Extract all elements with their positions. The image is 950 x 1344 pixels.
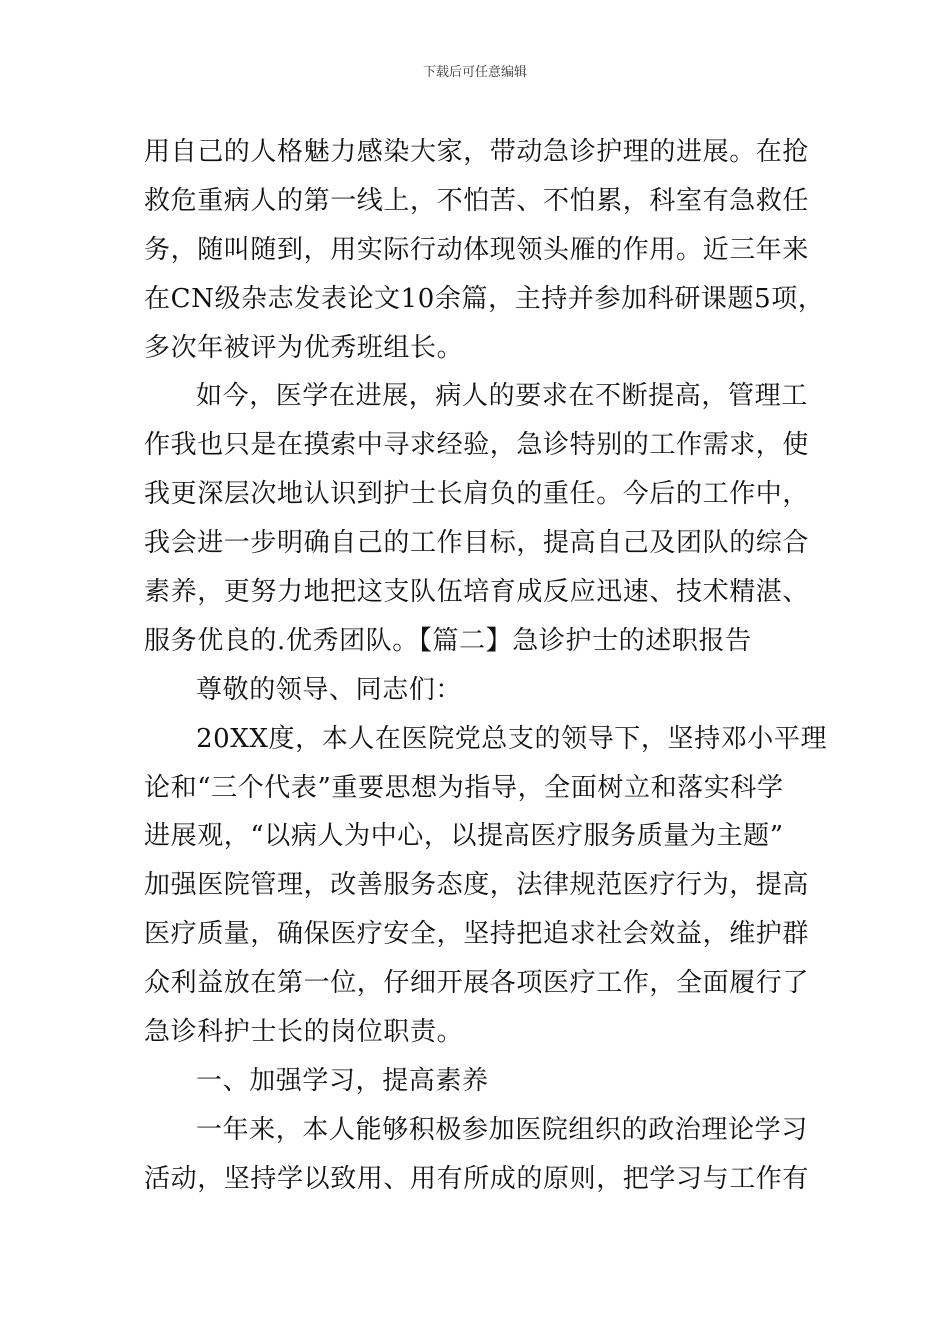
text-line: 作我也只是在摸索中寻求经验，急诊特别的工作需求，使 (144, 430, 810, 461)
text-line: 我会进一步明确自己的工作目标，提高自己及团队的综合 (144, 528, 810, 559)
text-line: 医疗质量，确保医疗安全，坚持把追求社会效益，维护群 (144, 919, 810, 950)
text-line: 务，随叫随到，用实际行动体现领头雁的作用。近三年来 (144, 234, 810, 265)
document-body (144, 128, 828, 1204)
text-line: 用自己的人格魅力感染大家，带动急诊护理的进展。在抢 (144, 137, 810, 167)
text-line: 活动，坚持学以致用、用有所成的原则，把学习与工作有 (144, 1163, 810, 1194)
text-line: 尊敬的领导、同志们： (196, 674, 463, 705)
text-line: 一、加强学习，提高素养 (196, 1065, 489, 1096)
text-line: 救危重病人的第一线上，不怕苦、不怕累，科室有急救任 (144, 185, 810, 216)
text-line: 我更深层次地认识到护士长肩负的重任。今后的工作中， (144, 479, 810, 510)
text-line: 在CN级杂志发表论文10余篇，主持并参加科研课题5项， (144, 283, 825, 314)
text-line: 20XX度，本人在医院党总支的领导下，坚持邓小平理 (196, 723, 828, 754)
text-line: 一年来，本人能够积极参加医院组织的政治理论学习 (196, 1114, 808, 1145)
text-line: 多次年被评为优秀班组长。 (144, 332, 464, 363)
text-line: 如今，医学在进展，病人的要求在不断提高，管理工 (196, 381, 808, 412)
text-line: 进展观，“以病人为中心，以提高医疗服务质量为主题” (144, 821, 784, 852)
text-line: 急诊科护士长的岗位职责。 (144, 1017, 464, 1048)
text-line: 众利益放在第一位，仔细开展各项医疗工作，全面履行了 (144, 968, 810, 999)
text-line: 素养，更努力地把这支队伍培育成反应迅速、技术精湛、 (144, 577, 810, 608)
text-line: 论和“三个代表”重要思想为指导，全面树立和落实科学 (144, 772, 784, 803)
page-header-note: 下载后可任意编辑 (422, 65, 527, 80)
text-line: 服务优良的.优秀团队。【篇二】急诊护士的述职报告 (144, 625, 752, 656)
text-line: 加强医院管理，改善服务态度，法律规范医疗行为，提高 (144, 870, 810, 901)
